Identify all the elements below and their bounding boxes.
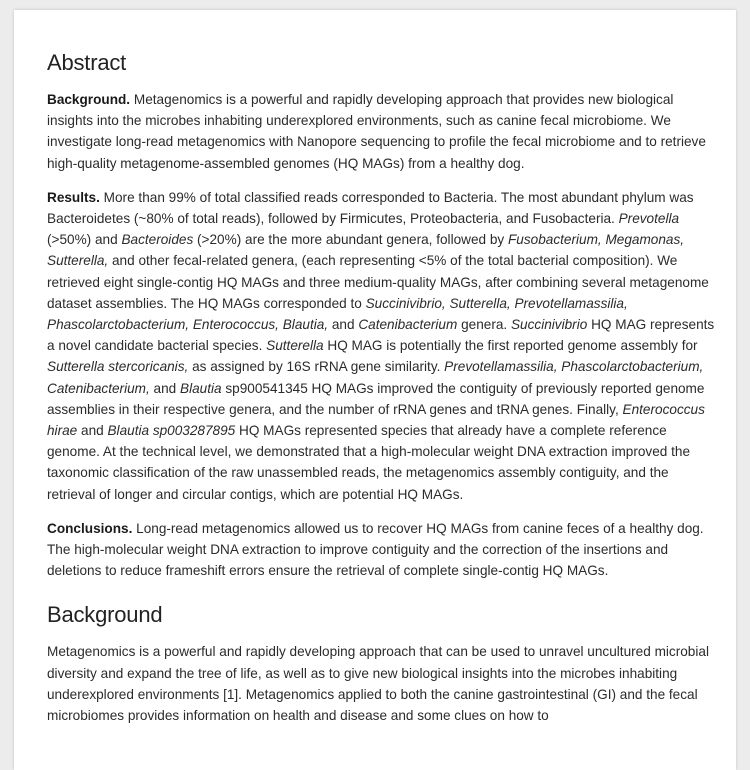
- results-text: as assigned by 16S rRNA gene similarity.: [192, 359, 441, 375]
- results-text: HQ MAG represents a novel candidate bacterial species.: [47, 317, 715, 354]
- genus-name: Succinivibrio: [510, 317, 588, 333]
- genus-name: Prevotella: [618, 211, 680, 227]
- results-text: and: [331, 317, 355, 333]
- abstract-conclusions-paragraph: [47, 518, 717, 582]
- genus-name: Bacteroides: [121, 232, 194, 248]
- genus-name: Catenibacterium: [358, 317, 458, 333]
- species-name: Sutterella stercoricanis,: [47, 359, 189, 375]
- conclusions-label: Conclusions.: [47, 520, 133, 536]
- results-text: (>20%) are the more abundant genera, followed by: [197, 232, 505, 248]
- results-text: (>50%) and: [47, 232, 118, 248]
- results-text: HQ MAGs represented species that already have a complete reference genome. At the technical level, we demonstrated that a high-molecular weight DNA extraction improved the taxonomic classification of the raw unassembled reads, the metagenomics assembly contiguity, and the retrieval of longer and circular contigs, which are potential HQ MAGs.: [47, 423, 691, 502]
- background-text: Metagenomics is a powerful and rapidly developing approach that provides new biological insights into the microbes inhabiting underexplored environments, such as canine fecal microbiome. We investigate long-read metagenomics with Nanopore sequencing to profile the fecal microbiome and to retrieve high-quality metagenome-assembled genomes (HQ MAGs) from a healthy dog.: [47, 92, 706, 171]
- genus-name: Blautia: [180, 380, 222, 396]
- abstract-results-paragraph: [47, 187, 717, 505]
- results-text: sp900541345 HQ MAGs improved the contiguity of previously reported genome assemblies in their respective genera, and the number of rRNA genes and tRNA genes. Finally,: [47, 380, 705, 417]
- genus-name: Sutterella: [266, 338, 324, 354]
- results-text: and other fecal-related genera, (each representing <5% of the total bacterial composition). We retrieved eight single-contig HQ MAGs and three medium-quality MAGs, after combining several metagenome dataset assemblies. The HQ MAGs corresponded to: [47, 253, 709, 311]
- results-text: genera.: [461, 317, 508, 333]
- results-label: Results.: [47, 189, 100, 205]
- background-heading: Background: [47, 602, 163, 628]
- conclusions-text: Long-read metagenomics allowed us to recover HQ MAGs from canine feces of a healthy dog. The high-molecular weight DNA extraction to improve contiguity and the correction of the insertions and deletions to reduce frameshift errors ensure the retrieval of complete single-contig HQ MAGs.: [47, 520, 704, 579]
- results-text: More than 99% of total classified reads corresponded to Bacteria. The most abundant phylum was Bacteroidetes (~80% of total reads), followed by Firmicutes, Proteobacteria, and Fusobacteria.: [47, 189, 694, 227]
- background-section-paragraph: Metagenomics is a powerful and rapidly developing approach that can be used to unravel uncultured microbial diversity and expand the tree of life, as well as to give new biological insights into the microbes inhabiting underexplored environments [1]. Metagenomics applied to both the canine gastrointestinal (GI) and the fecal microbiomes provides information on health and disease and some clues on how to: [47, 644, 709, 724]
- abstract-background-paragraph: [47, 89, 717, 174]
- species-name: Blautia sp003287895: [107, 423, 236, 439]
- background-label: Background.: [47, 92, 131, 107]
- genus-name: Prevotellamassilia, Phascolarctobacterium, Catenibacterium,: [47, 359, 704, 396]
- results-text: and: [81, 423, 104, 439]
- abstract-heading: Abstract: [47, 50, 127, 75]
- results-text: HQ MAG is potentially the first reported genome assembly for: [327, 338, 698, 354]
- genus-name: Fusobacterium, Megamonas, Sutterella,: [47, 232, 685, 269]
- results-text: and: [153, 380, 177, 396]
- article-body: [47, 50, 717, 739]
- document-page: [14, 10, 736, 770]
- genus-name: Succinivibrio, Sutterella, Prevotellamassilia, Phascolarctobacterium, Enterococcus, Blautia,: [47, 295, 628, 333]
- species-name: Enterococcus hirae: [47, 401, 705, 439]
